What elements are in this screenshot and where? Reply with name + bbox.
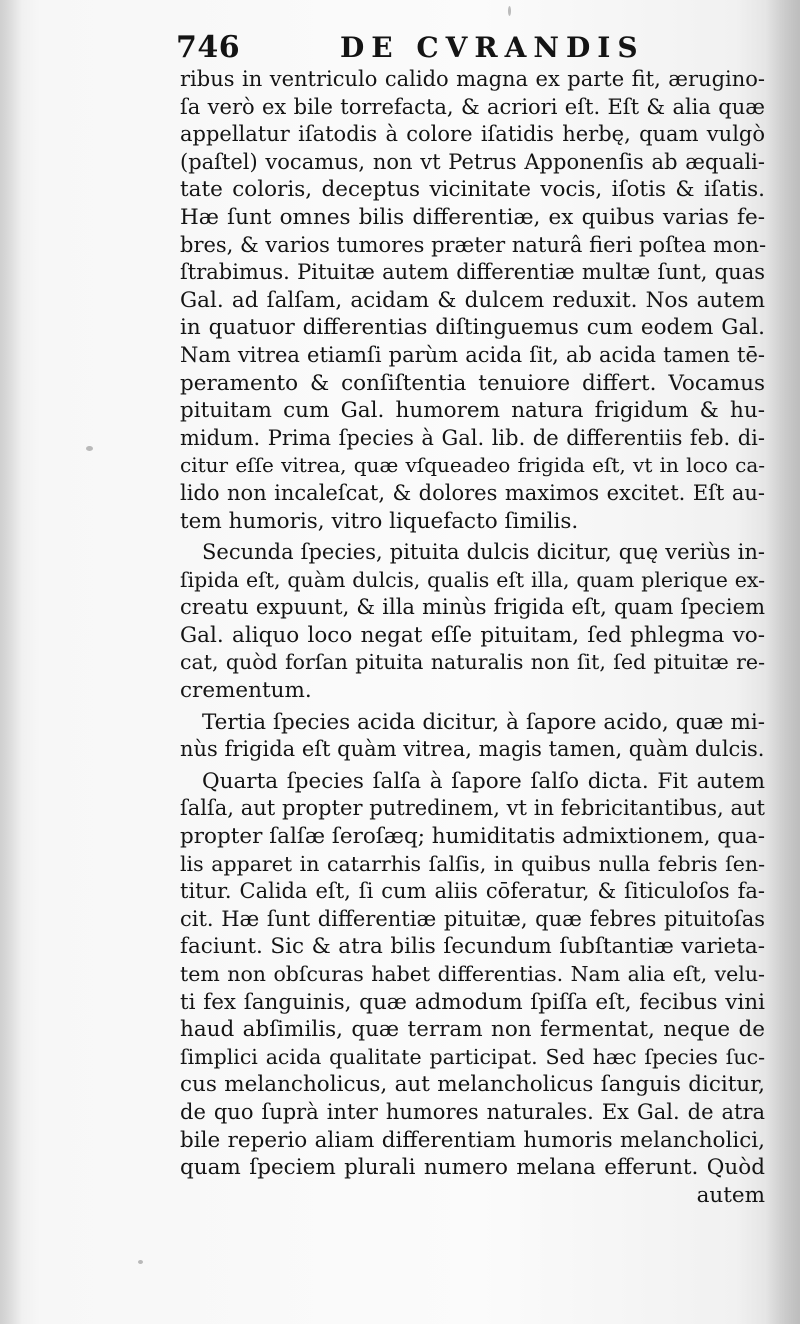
text-line: de quo ſuprà inter humores naturales. Ex Gal. de atra: [180, 1099, 765, 1124]
text-line: Secunda ſpecies, pituita dulcis dicitur, quę veriùs in-: [202, 540, 765, 565]
text-line: Nam vitrea etiamſi parùm acida ſit, ab acida tamen tē-: [180, 342, 765, 367]
text-line: pituitam cum Gal. humorem natura frigidum & hu-: [180, 398, 765, 424]
text-line: ti fex ſanguinis, quæ admodum ſpiſſa eſt, fecibus vini: [180, 989, 765, 1015]
text-line: ſalſa, aut propter putredinem, vt in febricitantibus, aut: [180, 796, 765, 821]
text-line: nùs frigida eſt quàm vitrea, magis tamen, quàm dulcis.: [180, 737, 765, 762]
text-line: appellatur iſatodis à colore iſatidis herbę, quam vulgò: [180, 122, 765, 147]
body-text: [180, 66, 765, 1209]
text-line: midum. Prima ſpecies à Gal. lib. de differentiis feb. di-: [180, 425, 765, 450]
text-line: tem humoris, vitro liquefacto ſimilis.: [180, 508, 579, 534]
running-head: DE CVRANDIS: [340, 31, 645, 64]
paper-speck: [86, 446, 93, 451]
text-line: tem non obſcuras habet differentias. Nam alia eſt, velu-: [180, 962, 765, 986]
text-line: titur. Calida eſt, ſi cum aliis cōferatur, & ſiticuloſos fa-: [180, 879, 765, 904]
text-line: crementum.: [180, 678, 312, 704]
text-line: tate coloris, deceptus vicinitate vocis, iſotis & iſatis.: [180, 177, 765, 203]
page-gutter-shadow: [0, 0, 22, 1324]
text-line: faciunt. Sic & atra bilis ſecundum ſubſtantiæ varieta-: [180, 934, 765, 960]
text-line: lis apparet in catarrhis ſalſis, in quibus nulla febris ſen-: [180, 851, 765, 876]
text-line: ſimplici acida qualitate participat. Sed hæc ſpecies ſuc-: [180, 1044, 765, 1069]
page-edge-shadow: [766, 0, 800, 1324]
text-line: (paſtel) vocamus, non vt Petrus Apponenſis ab æquali-: [180, 149, 765, 174]
text-line: creatu expuunt, & illa minùs frigida eſt, quam ſpeciem: [180, 595, 765, 620]
text-line: Gal. ad ſalſam, acidam & dulcem reduxit. Nos autem: [180, 287, 765, 313]
page-header: [170, 26, 770, 70]
text-line: Hæ ſunt omnes bilis differentiæ, ex quibus varias fe-: [180, 204, 765, 230]
text-line: bres, & varios tumores præter naturâ fieri poſtea mon-: [180, 232, 767, 257]
page-number: 746: [176, 30, 241, 65]
text-line: peramento & conſiſtentia tenuiore differt. Vocamus: [180, 370, 765, 396]
text-line: bile reperio aliam differentiam humoris melancholici,: [180, 1127, 765, 1153]
text-line: ribus in ventriculo calido magna ex parte fit, ærugino-: [180, 67, 765, 91]
text-line: Gal. aliquo loco negat eſſe pituitam, ſed phlegma vo-: [180, 622, 765, 648]
text-line: cat, quòd forſan pituita naturalis non ſit, ſed pituitæ re-: [180, 650, 765, 675]
text-line: cit. Hæ ſunt differentiæ pituitæ, quæ febres pituitoſas: [180, 906, 765, 931]
text-line: ſipida eſt, quàm dulcis, qualis eſt illa, quam plerique ex-: [180, 567, 765, 592]
text-line: Quarta ſpecies ſalſa à ſapore ſalſo dicta. Fit autem: [202, 768, 765, 794]
text-line: citur eſſe vitrea, quæ vſqueadeo frigida eſt, vt in loco ca-: [180, 453, 765, 478]
text-line: ſtrabimus. Pituitæ autem differentiæ multæ ſunt, quas: [180, 260, 765, 285]
paper-speck: [508, 6, 511, 16]
paper-speck: [138, 1260, 143, 1264]
text-line: propter ſalſæ ſeroſæq; humiditatis admixtionem, qua-: [180, 824, 765, 850]
text-line: cus melancholicus, aut melancholicus ſanguis dicitur,: [180, 1072, 765, 1098]
text-line: ſa verò ex bile torrefacta, & acriori eſt. Eſt & alia quæ: [180, 94, 765, 119]
text-line: Tertia ſpecies acida dicitur, à ſapore acido, quæ mi-: [202, 709, 765, 735]
text-line: quam ſpeciem plurali numero melana efferunt. Quòd: [180, 1155, 765, 1181]
text-line: lido non incaleſcat, & dolores maximos excitet. Eſt au-: [180, 480, 765, 505]
text-line: haud abſimilis, quæ terram non fermentat, neque de: [180, 1017, 765, 1043]
catchword: autem: [696, 1182, 765, 1208]
text-line: in quatuor differentias diſtinguemus cum eodem Gal.: [180, 315, 765, 341]
